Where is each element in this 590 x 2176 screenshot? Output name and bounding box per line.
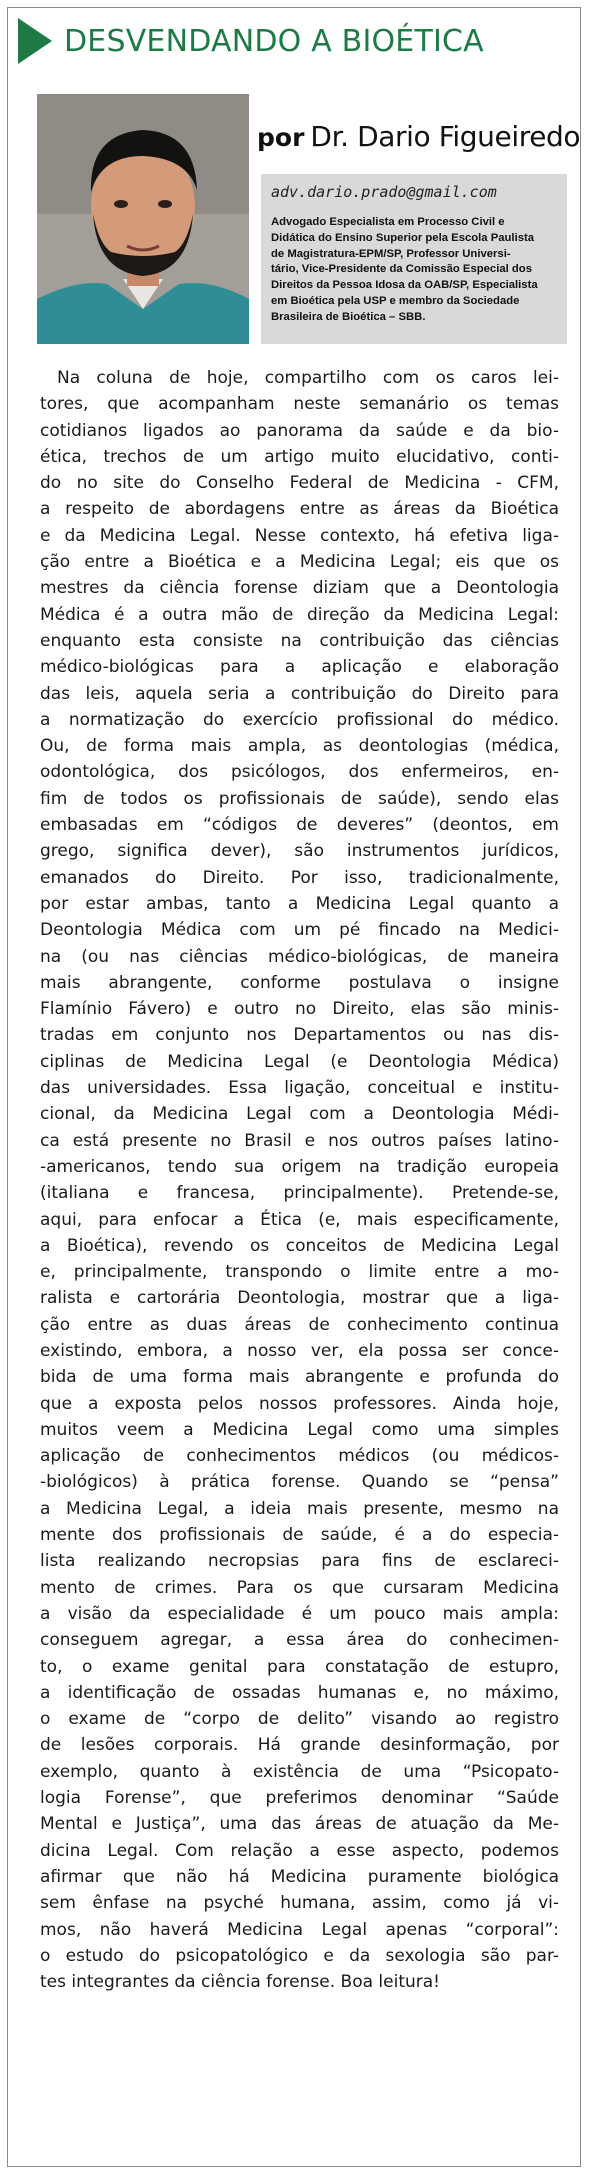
article-line: de lesões corporais. Há grande desinformação, por <box>40 1735 559 1756</box>
article-line: Deontologia Médica com um pé fincado na Medici- <box>40 920 559 941</box>
article-line: bida de uma forma mais abrangente e profunda do <box>40 1367 559 1388</box>
article-line: muitos veem a Medicina Legal como uma simples <box>40 1419 559 1440</box>
article-line: tes integrantes da ciência forense. Boa leitura! <box>40 1972 440 1993</box>
article-line: Ou, de forma mais ampla, as deontologias (médica, <box>40 736 559 757</box>
column-title: DESVENDANDO A BIOÉTICA <box>64 24 484 59</box>
author-bio <box>271 215 557 326</box>
article-line: Médica é a outra mão de direção da Medicina Legal: <box>40 604 559 625</box>
article-line: ética, trechos de um artigo muito elucidativo, conti- <box>40 446 559 467</box>
article-line: a respeito de abordagens entre as áreas da Bioética <box>40 499 559 520</box>
article-line: -biológicos) à prática forense. Quando se “pensa” <box>40 1472 559 1493</box>
article-body <box>40 365 559 1995</box>
bio-line: em Bioética pela USP e membro da Sociedade <box>271 294 520 307</box>
article-line: Flamínio Fávero) e outro no Direito, elas são minis- <box>40 999 559 1020</box>
article-line: tradas em conjunto nos Departamentos ou nas dis- <box>40 1025 559 1046</box>
article-line: Na coluna de hoje, compartilho com os caros lei- <box>40 368 559 388</box>
article-line: existindo, embora, a nosso ver, ela possa ser conce- <box>40 1340 559 1361</box>
article-line: to, o exame genital para constatação de estupro, <box>40 1656 559 1677</box>
article-line: grego, significa dever), são instrumentos jurídicos, <box>40 841 559 862</box>
article-line: ralista e cartorária Deontologia, mostrar que a liga- <box>40 1288 559 1309</box>
column-frame <box>7 7 581 2167</box>
article-line: emanados do Direito. Por isso, tradicionalmente, <box>40 867 559 888</box>
bio-line: Advogado Especialista em Processo Civil e <box>271 216 505 228</box>
article-line: tores, que acompanham neste semanário os temas <box>40 394 559 415</box>
author-block <box>37 94 581 349</box>
author-email: adv.dario.prado@gmail.com <box>271 183 497 201</box>
article-line: ção entre as duas áreas de conhecimento continua <box>40 1314 559 1335</box>
article-line: médico-biológicas para a aplicação e elaboração <box>40 657 559 678</box>
article-line: conseguem agregar, a essa área do conhecimen- <box>40 1630 559 1651</box>
article-line: mente dos profissionais de saúde, é a do especia- <box>40 1525 559 1546</box>
article-line: e, principalmente, transpondo o limite entre a mo- <box>40 1262 559 1283</box>
article-line: cotidianos ligados ao panorama da saúde e da bio- <box>40 420 559 441</box>
article-line: por estar ambas, tanto a Medicina Legal quanto a <box>40 893 559 914</box>
article-line: Mental e Justiça”, uma das áreas de atuação da Me- <box>40 1814 559 1835</box>
byline-prefix: por <box>257 123 305 152</box>
article-line: logia Forense”, que preferimos denominar “Saúde <box>40 1788 559 1809</box>
article-line: aqui, para enfocar a Ética (e, mais especificamente, <box>40 1209 559 1230</box>
article-line: a identificação de ossadas humanas e, no máximo, <box>40 1682 559 1703</box>
article-line: o exame de “corpo de delito” visando ao registro <box>40 1709 559 1730</box>
article-line: e da Medicina Legal. Nesse contexto, há efetiva liga- <box>40 525 559 546</box>
column-header <box>8 14 580 66</box>
article-line: do no site do Conselho Federal de Medicina - CFM, <box>40 473 559 494</box>
bio-line: Brasileira de Bioética – SBB. <box>271 310 426 323</box>
article-line: exemplo, quanto à existência de uma “Psicopato- <box>40 1761 559 1782</box>
author-photo <box>37 94 249 344</box>
article-line: ciplinas de Medicina Legal (e Deontologia Médica) <box>40 1051 559 1072</box>
article-line: afirmar que não há Medicina puramente biológica <box>40 1866 559 1887</box>
article-line: -americanos, tendo sua origem na tradição europeia <box>40 1156 559 1177</box>
bio-line: tário, Vice-Presidente da Comissão Especial dos <box>271 263 532 276</box>
article-line: embasadas em “códigos de deveres” (deontos, em <box>40 815 559 836</box>
article-line: ca está presente no Brasil e nos outros países latino- <box>40 1130 559 1151</box>
article-line: enquanto esta consiste na contribuição das ciências <box>40 630 559 651</box>
article-line: odontológica, dos psicólogos, dos enfermeiros, en- <box>40 762 559 783</box>
article-line: ção entre a Bioética e a Medicina Legal; eis que os <box>40 552 559 573</box>
article-line: fim de todos os profissionais de saúde), sendo elas <box>40 788 559 809</box>
article-line: dicina Legal. Com relação a esse aspecto, podemos <box>40 1840 559 1861</box>
article-line: mos, não haverá Medicina Legal apenas “corporal”: <box>40 1919 559 1940</box>
article-line: lista realizando necropsias para fins de esclareci- <box>40 1551 559 1572</box>
article-line: a visão da especialidade é um pouco mais ampla: <box>40 1603 559 1624</box>
article-line: a Medicina Legal, a ideia mais presente, mesmo na <box>40 1498 559 1519</box>
author-name: Dr. Dario Figueiredo <box>310 120 581 153</box>
author-byline <box>257 120 580 153</box>
article-line: que a exposta pelos nossos professores. Ainda hoje, <box>40 1393 559 1414</box>
article-line: o estudo do psicopatológico e da sexologia são par- <box>40 1945 559 1966</box>
article-line: sem ênfase na psyché humana, assim, como já vi- <box>40 1893 559 1914</box>
article-line: a normatização do exercício profissional do médico. <box>40 709 559 730</box>
author-portrait-icon <box>37 94 249 344</box>
article-line: a Bioética), revendo os conceitos de Medicina Legal <box>40 1235 559 1256</box>
article-line: cional, da Medicina Legal com a Deontologia Médi- <box>40 1104 559 1125</box>
article-line: na (ou nas ciências médico-biológicas, de maneira <box>40 946 559 967</box>
article-line: aplicação de conhecimentos médicos (ou médicos- <box>40 1446 559 1467</box>
bio-line: de Magistratura-EPM/SP, Professor Universi- <box>271 247 511 260</box>
bio-line: Direitos da Pessoa Idosa da OAB/SP, Especialista <box>271 279 538 292</box>
bio-line: Didática do Ensino Superior pela Escola Paulista <box>271 231 535 244</box>
article-line: mais abrangente, conforme postulava o insigne <box>40 972 559 993</box>
article-line: das leis, aquela seria a contribuição do Direito para <box>40 683 559 704</box>
author-info-box <box>261 174 567 344</box>
article-line: mento de crimes. Para os que cursaram Medicina <box>40 1577 559 1598</box>
triangle-marker-icon <box>18 18 52 64</box>
article-line: (italiana e francesa, principalmente). Pretende-se, <box>40 1183 559 1204</box>
article-line: mestres da ciência forense diziam que a Deontologia <box>40 578 559 599</box>
article-line: das universidades. Essa ligação, conceitual e institu- <box>40 1078 559 1099</box>
